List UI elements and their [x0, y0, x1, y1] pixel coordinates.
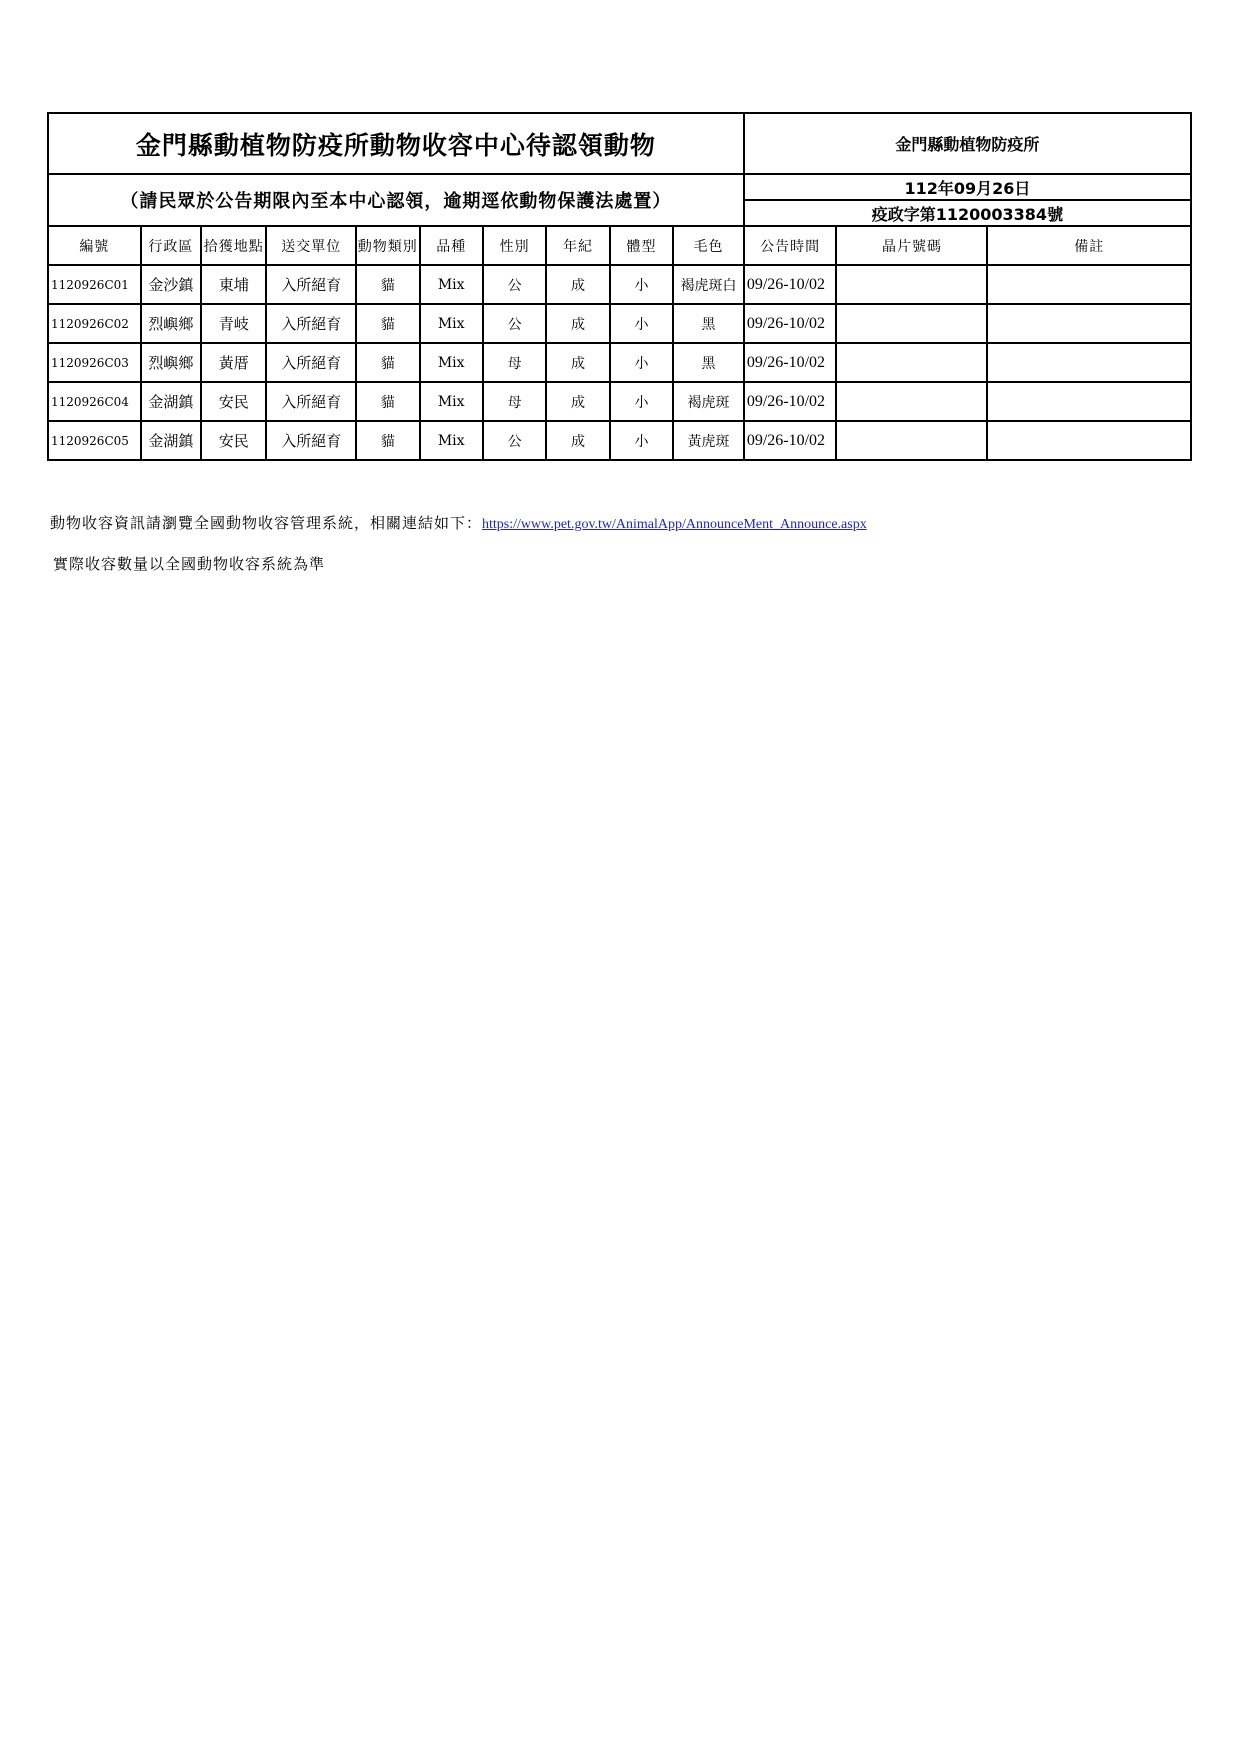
sex: 公: [483, 421, 546, 460]
table-row: [48, 421, 1191, 460]
column-header: 動物類別: [356, 226, 419, 265]
announcement-period: 09/26-10/02: [744, 382, 837, 421]
announcement-period: 09/26-10/02: [744, 304, 837, 343]
chip-number: [836, 265, 987, 304]
found-location: 安民: [201, 421, 266, 460]
column-header: 送交單位: [266, 226, 356, 265]
breed: Mix: [420, 304, 483, 343]
district: 金沙鎮: [141, 265, 201, 304]
remarks: [987, 421, 1191, 460]
chip-number: [836, 382, 987, 421]
coat-color: 黃虎斑: [673, 421, 744, 460]
animal-type: 貓: [356, 265, 419, 304]
found-location: 東埔: [201, 265, 266, 304]
breed: Mix: [420, 421, 483, 460]
animal-shelter-system-link[interactable]: https://www.pet.gov.tw/AnimalApp/AnnounceMent_Announce.aspx: [482, 517, 867, 532]
animal-id: 1120926C04: [48, 382, 141, 421]
document-number: 疫政字第1120003384號: [744, 200, 1191, 226]
table-row: [48, 343, 1191, 382]
coat-color: 褐虎斑白: [673, 265, 744, 304]
body-size: 小: [610, 343, 673, 382]
footer-info-line: [50, 512, 867, 533]
remarks: [987, 343, 1191, 382]
sex: 母: [483, 343, 546, 382]
adoption-notice-table: [47, 112, 1192, 461]
age: 成: [546, 343, 609, 382]
column-header: 毛色: [673, 226, 744, 265]
district: 金湖鎮: [141, 421, 201, 460]
footer-info-text: 動物收容資訊請瀏覽全國動物收容管理系統，相關連結如下：: [50, 514, 483, 532]
remarks: [987, 265, 1191, 304]
age: 成: [546, 421, 609, 460]
breed: Mix: [420, 265, 483, 304]
coat-color: 褐虎斑: [673, 382, 744, 421]
delivery-unit: 入所絕育: [266, 343, 356, 382]
delivery-unit: 入所絕育: [266, 382, 356, 421]
column-header: 晶片號碼: [836, 226, 987, 265]
column-header: 公告時間: [744, 226, 837, 265]
agency-name: 金門縣動植物防疫所: [744, 113, 1191, 174]
column-header: 體型: [610, 226, 673, 265]
found-location: 黃厝: [201, 343, 266, 382]
animal-id: 1120926C02: [48, 304, 141, 343]
remarks: [987, 304, 1191, 343]
table-row: [48, 382, 1191, 421]
district: 烈嶼鄉: [141, 304, 201, 343]
coat-color: 黑: [673, 343, 744, 382]
animal-id: 1120926C03: [48, 343, 141, 382]
chip-number: [836, 304, 987, 343]
age: 成: [546, 382, 609, 421]
animal-type: 貓: [356, 343, 419, 382]
sex: 母: [483, 382, 546, 421]
breed: Mix: [420, 382, 483, 421]
found-location: 安民: [201, 382, 266, 421]
animal-id: 1120926C05: [48, 421, 141, 460]
body-size: 小: [610, 304, 673, 343]
animal-type: 貓: [356, 421, 419, 460]
announcement-period: 09/26-10/02: [744, 265, 837, 304]
sex: 公: [483, 265, 546, 304]
delivery-unit: 入所絕育: [266, 265, 356, 304]
table-row: [48, 265, 1191, 304]
body-size: 小: [610, 382, 673, 421]
chip-number: [836, 421, 987, 460]
table-header-row: [48, 226, 1191, 265]
age: 成: [546, 265, 609, 304]
footer-note: 實際收容數量以全國動物收容系統為準: [53, 555, 326, 573]
announcement-period: 09/26-10/02: [744, 343, 837, 382]
chip-number: [836, 343, 987, 382]
column-header: 行政區: [141, 226, 201, 265]
animal-type: 貓: [356, 304, 419, 343]
body-size: 小: [610, 421, 673, 460]
body-size: 小: [610, 265, 673, 304]
district: 烈嶼鄉: [141, 343, 201, 382]
page-title: 金門縣動植物防疫所動物收容中心待認領動物: [48, 113, 744, 174]
delivery-unit: 入所絕育: [266, 421, 356, 460]
column-header: 編號: [48, 226, 141, 265]
column-header: 備註: [987, 226, 1191, 265]
animal-type: 貓: [356, 382, 419, 421]
notice-text: （請民眾於公告期限內至本中心認領，逾期逕依動物保護法處置）: [48, 174, 744, 226]
column-header: 性別: [483, 226, 546, 265]
table-row: [48, 304, 1191, 343]
remarks: [987, 382, 1191, 421]
breed: Mix: [420, 343, 483, 382]
column-header: 品種: [420, 226, 483, 265]
animal-id: 1120926C01: [48, 265, 141, 304]
age: 成: [546, 304, 609, 343]
column-header: 年紀: [546, 226, 609, 265]
found-location: 青岐: [201, 304, 266, 343]
district: 金湖鎮: [141, 382, 201, 421]
announcement-date: 112年09月26日: [744, 174, 1191, 200]
coat-color: 黑: [673, 304, 744, 343]
announcement-period: 09/26-10/02: [744, 421, 837, 460]
column-header: 拾獲地點: [201, 226, 266, 265]
sex: 公: [483, 304, 546, 343]
delivery-unit: 入所絕育: [266, 304, 356, 343]
